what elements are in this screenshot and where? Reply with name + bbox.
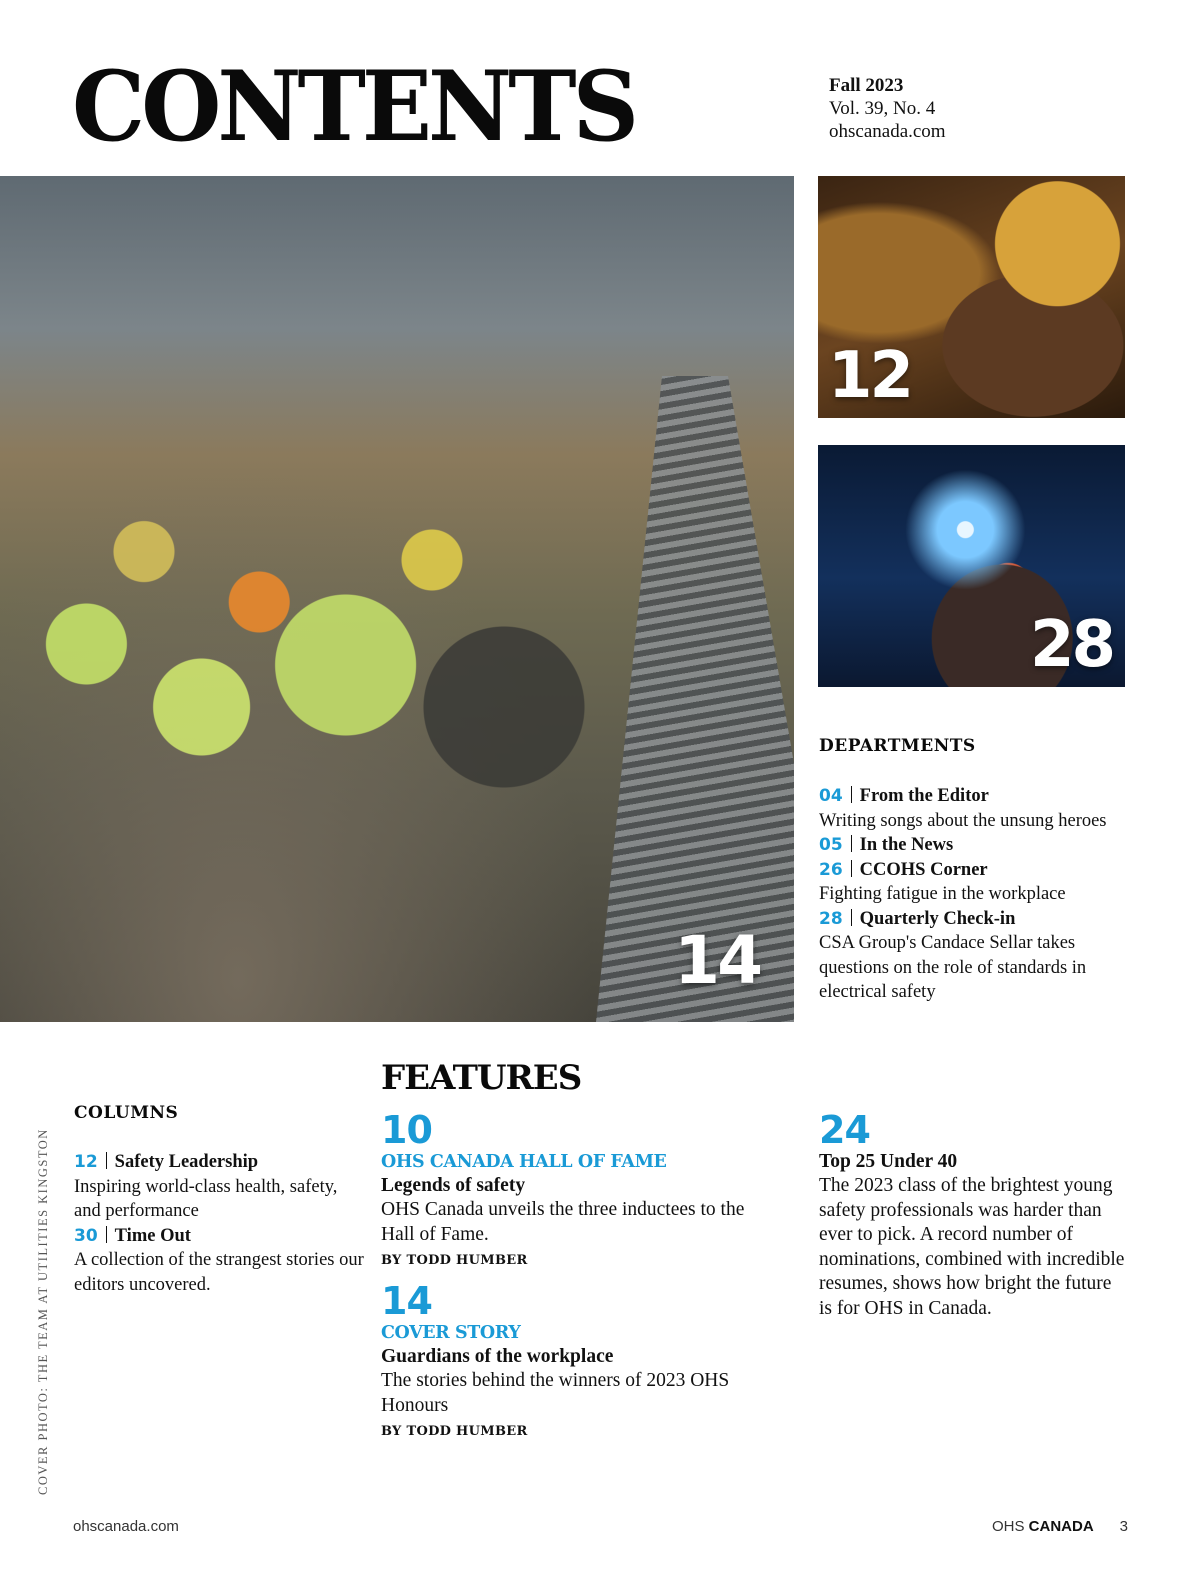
list-item-page: 12: [74, 1152, 98, 1172]
feature-desc: OHS Canada unveils the three inductees to the Hall of Fame.: [381, 1199, 745, 1245]
list-item-desc: Writing songs about the unsung heroes: [819, 810, 1107, 831]
feature-top-25-under-40[interactable]: [819, 1110, 1129, 1321]
footer-brand-bold: CANADA: [1028, 1518, 1094, 1535]
list-item-desc: Inspiring world-class health, safety, and performance: [74, 1176, 338, 1221]
footer-brand: [992, 1518, 1128, 1535]
list-item-page: 04: [819, 786, 843, 806]
footer-brand-light: OHS: [991, 1518, 1029, 1535]
issue-volume: Vol. 39, No. 4: [829, 98, 936, 119]
departments-list: [819, 784, 1119, 1005]
feature-cover-story[interactable]: [381, 1281, 786, 1444]
list-item-title: Quarterly Check-in: [859, 908, 1016, 929]
columns-heading: COLUMNS: [74, 1103, 179, 1123]
feature-desc: The 2023 class of the brightest young safety professionals was harder than ever to pick. A record number of nominations, combined with incredible resumes, shows how bright the future is for OHS in Canada.: [819, 1175, 1125, 1319]
divider: [851, 835, 852, 852]
photo-hardhat-worker: [818, 176, 1125, 418]
list-item-desc: Fighting fatigue in the workplace: [819, 884, 1066, 904]
photo-credit: COVER PHOTO: THE TEAM AT UTILITIES KINGSTON: [36, 1128, 50, 1495]
cover-photo-workers: [0, 176, 794, 1022]
page-title: CONTENTS: [72, 49, 636, 163]
list-item[interactable]: [74, 1224, 364, 1298]
feature-hall-of-fame[interactable]: [381, 1110, 776, 1273]
feature-kicker: OHS CANADA HALL OF FAME: [381, 1152, 667, 1172]
list-item-page: 05: [819, 835, 843, 855]
feature-page-number: 10: [381, 1108, 432, 1152]
list-item-page: 28: [819, 908, 843, 929]
divider: [851, 786, 852, 803]
features-heading: FEATURES: [381, 1058, 582, 1098]
photo-electrical-worker: [818, 445, 1125, 687]
issue-season: Fall 2023: [829, 75, 904, 96]
feature-title: Legends of safety: [381, 1175, 526, 1196]
list-item-title: From the Editor: [859, 786, 989, 806]
departments-heading: DEPARTMENTS: [819, 736, 976, 756]
cover-photo-page-number: 14: [674, 922, 760, 999]
list-item[interactable]: [819, 907, 1119, 1005]
issue-info: [829, 74, 946, 143]
feature-page-number: 24: [819, 1108, 870, 1152]
list-item[interactable]: [74, 1150, 364, 1224]
feature-title: Guardians of the workplace: [381, 1346, 614, 1367]
list-item-page: 30: [74, 1225, 98, 1246]
feature-byline: BY TODD HUMBER: [381, 1253, 528, 1268]
divider: [106, 1226, 107, 1243]
list-item-page: 26: [819, 859, 843, 880]
footer-website: ohscanada.com: [73, 1518, 179, 1535]
list-item-title: In the News: [859, 835, 954, 855]
list-item-desc: A collection of the strangest stories our editors uncovered.: [74, 1250, 364, 1295]
list-item[interactable]: [819, 858, 1119, 907]
footer-page-number: 3: [1119, 1518, 1128, 1535]
photo-hardhat-page-number: 12: [828, 339, 912, 413]
list-item-title: Time Out: [114, 1225, 191, 1246]
feature-kicker: COVER STORY: [381, 1323, 521, 1343]
cover-photo-crowd: [0, 476, 720, 896]
feature-byline: BY TODD HUMBER: [381, 1424, 528, 1439]
list-item[interactable]: [819, 833, 1119, 858]
list-item-title: Safety Leadership: [114, 1152, 259, 1172]
feature-desc: The stories behind the winners of 2023 OHS Honours: [381, 1370, 730, 1416]
divider: [106, 1152, 107, 1169]
issue-website: ohscanada.com: [829, 121, 946, 142]
feature-title: Top 25 Under 40: [819, 1151, 958, 1172]
divider: [851, 909, 852, 926]
list-item-desc: CSA Group's Candace Sellar takes questions on the role of standards in electrical safety: [819, 933, 1087, 1002]
divider: [851, 860, 852, 877]
feature-page-number: 14: [381, 1279, 432, 1323]
list-item[interactable]: [819, 784, 1119, 833]
list-item-title: CCOHS Corner: [859, 859, 988, 880]
columns-list: [74, 1150, 364, 1297]
photo-electrical-page-number: 28: [1029, 608, 1113, 682]
